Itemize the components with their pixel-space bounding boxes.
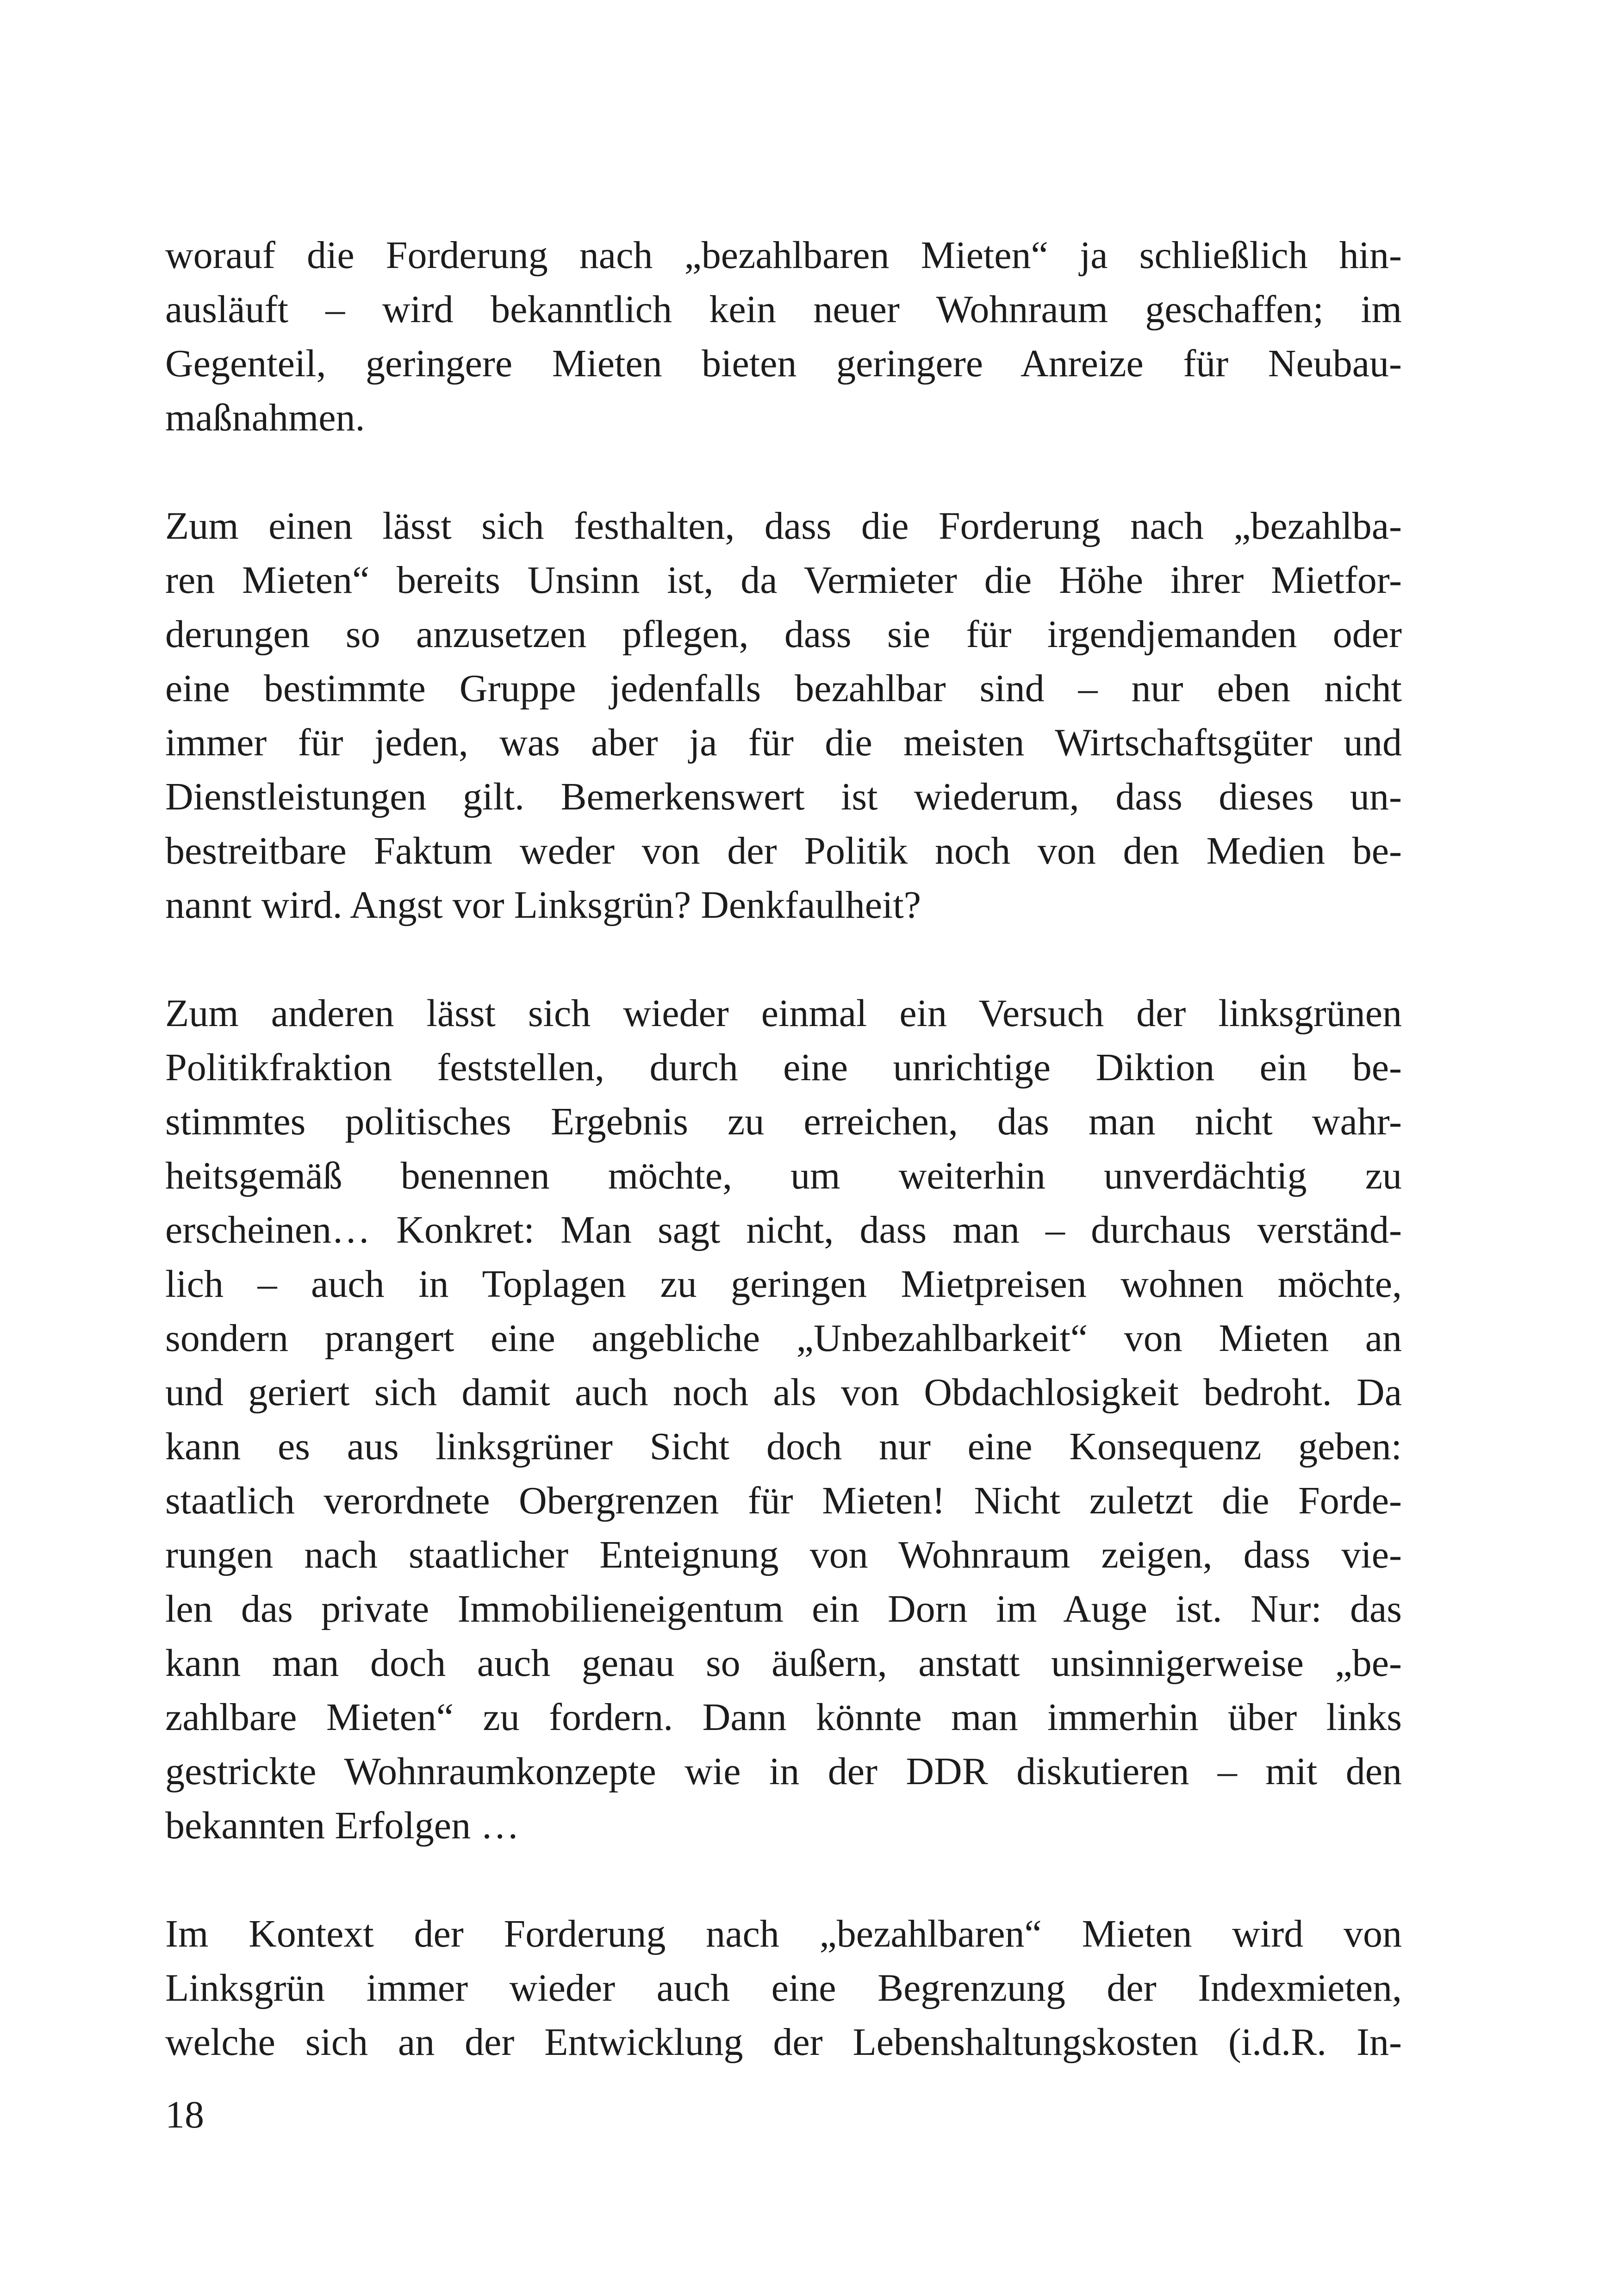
text-line: lich – auch in Toplagen zu geringen Mietpreisen wohnen möchte, — [165, 1263, 1402, 1306]
text-line: staatlich verordnete Obergrenzen für Mieten! Nicht zuletzt die Forde- — [165, 1479, 1402, 1522]
text-line: len das private Immobilieneigentum ein Dorn im Auge ist. Nur: das — [165, 1587, 1402, 1630]
text-line: nannt wird. Angst vor Linksgrün? Denkfaulheit? — [165, 884, 921, 927]
text-line: Linksgrün immer wieder auch eine Begrenzung der Indexmieten, — [165, 1966, 1402, 2010]
text-line: stimmtes politisches Ergebnis zu erreichen, das man nicht wahr- — [165, 1100, 1402, 1143]
text-line: ausläuft – wird bekanntlich kein neuer Wohnraum geschaffen; im — [165, 288, 1402, 331]
text-line: eine bestimmte Gruppe jedenfalls bezahlbar sind – nur eben nicht — [165, 667, 1402, 710]
body-text — [165, 228, 1402, 2069]
text-line: Zum anderen lässt sich wieder einmal ein Versuch der linksgrünen — [165, 992, 1402, 1035]
text-line: Zum einen lässt sich festhalten, dass die Forderung nach „bezahlba- — [165, 504, 1402, 548]
text-line: derungen so anzusetzen pflegen, dass sie für irgendjemanden oder — [165, 613, 1402, 656]
text-line: bestreitbare Faktum weder von der Politik noch von den Medien be- — [165, 829, 1402, 872]
text-line: Dienstleistungen gilt. Bemerkenswert ist wiederum, dass dieses un- — [165, 775, 1402, 818]
text-line: rungen nach staatlicher Enteignung von Wohnraum zeigen, dass vie- — [165, 1533, 1402, 1576]
text-line: worauf die Forderung nach „bezahlbaren Mieten“ ja schließlich hin- — [165, 234, 1402, 277]
text-line: und geriert sich damit auch noch als von Obdachlosigkeit bedroht. Da — [165, 1371, 1402, 1414]
page-number: 18 — [165, 2093, 204, 2136]
text-line: kann man doch auch genau so äußern, anstatt unsinnigerweise „be- — [165, 1642, 1402, 1685]
text-line: erscheinen… Konkret: Man sagt nicht, dass man – durchaus verständ- — [165, 1208, 1402, 1251]
text-line: Gegenteil, geringere Mieten bieten geringere Anreize für Neubau- — [165, 342, 1402, 385]
text-line: immer für jeden, was aber ja für die meisten Wirtschaftsgüter und — [165, 721, 1402, 764]
text-line: ren Mieten“ bereits Unsinn ist, da Vermieter die Höhe ihrer Mietfor- — [165, 559, 1402, 602]
text-line: Politikfraktion feststellen, durch eine unrichtige Diktion ein be- — [165, 1046, 1402, 1089]
text-line: kann es aus linksgrüner Sicht doch nur eine Konsequenz geben: — [165, 1425, 1402, 1468]
paragraph-2 — [165, 499, 1402, 932]
text-line: heitsgemäß benennen möchte, um weiterhin unverdächtig zu — [165, 1154, 1402, 1197]
text-line: welche sich an der Entwicklung der Lebenshaltungskosten (i.d.R. In- — [165, 2021, 1402, 2064]
text-line: maßnahmen. — [165, 396, 365, 439]
text-line: gestrickte Wohnraumkonzepte wie in der DDR diskutieren – mit den — [165, 1750, 1402, 1793]
text-line: sondern prangert eine angebliche „Unbezahlbarkeit“ von Mieten an — [165, 1317, 1402, 1360]
paragraph-4 — [165, 1907, 1402, 2069]
text-line: zahlbare Mieten“ zu fordern. Dann könnte man immerhin über links — [165, 1696, 1402, 1739]
text-line: bekannten Erfolgen … — [165, 1804, 520, 1847]
text-line: Im Kontext der Forderung nach „bezahlbaren“ Mieten wird von — [165, 1912, 1402, 1955]
paragraph-1 — [165, 228, 1402, 445]
paragraph-3 — [165, 986, 1402, 1853]
